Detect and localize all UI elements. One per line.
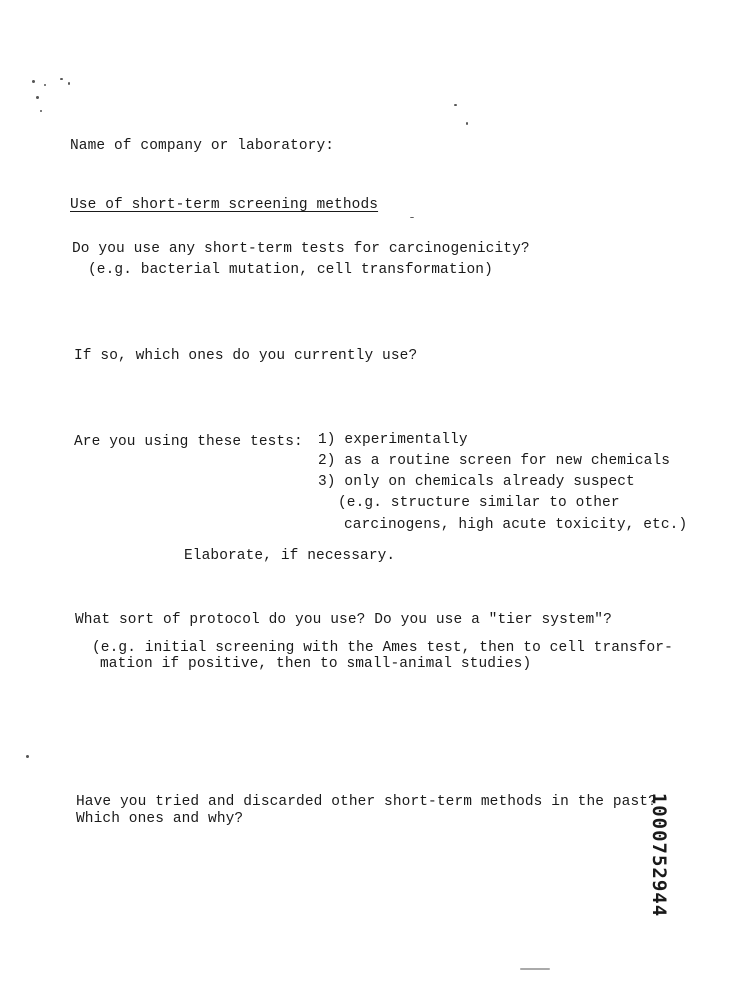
option-suspect-chemicals: 3) only on chemicals already suspect	[318, 474, 635, 490]
scan-speck	[410, 217, 414, 218]
option-routine-screen: 2) as a routine screen for new chemicals	[318, 453, 671, 469]
option-suspect-example-line1: (e.g. structure similar to other	[338, 495, 620, 511]
question-current-tests: If so, which ones do you currently use?	[74, 348, 418, 364]
scan-speck	[36, 96, 39, 99]
elaborate-prompt: Elaborate, if necessary.	[184, 548, 396, 564]
question-protocol: What sort of protocol do you use? Do you use a "tier system"?	[75, 612, 612, 628]
document-id-stamp	[648, 792, 670, 918]
option-suspect-example-line2: carcinogens, high acute toxicity, etc.)	[344, 517, 688, 533]
scan-speck	[40, 110, 42, 112]
option-experimentally: 1) experimentally	[318, 432, 468, 448]
document-id: 1000752944	[648, 792, 670, 918]
scan-speck	[466, 122, 468, 125]
scan-speck	[26, 755, 29, 758]
question-short-term-tests-example: (e.g. bacterial mutation, cell transformation)	[88, 262, 493, 278]
question-discarded-methods-followup: Which ones and why?	[76, 811, 244, 827]
scan-speck	[44, 84, 46, 86]
scan-speck	[32, 80, 35, 83]
scan-speck	[520, 968, 550, 970]
scan-speck	[60, 78, 63, 80]
question-protocol-example-line1: (e.g. initial screening with the Ames test, then to cell transfor-	[92, 640, 673, 656]
company-label: Name of company or laboratory:	[70, 138, 335, 154]
question-discarded-methods: Have you tried and discarded other short-term methods in the past?	[76, 794, 657, 810]
scan-speck	[68, 82, 70, 85]
question-short-term-tests: Do you use any short-term tests for carcinogenicity?	[72, 241, 530, 257]
scan-speck	[454, 104, 457, 106]
section-heading: Use of short-term screening methods	[70, 197, 379, 213]
question-protocol-example-line2: mation if positive, then to small-animal studies)	[100, 656, 532, 672]
question-test-usage: Are you using these tests:	[74, 434, 303, 450]
